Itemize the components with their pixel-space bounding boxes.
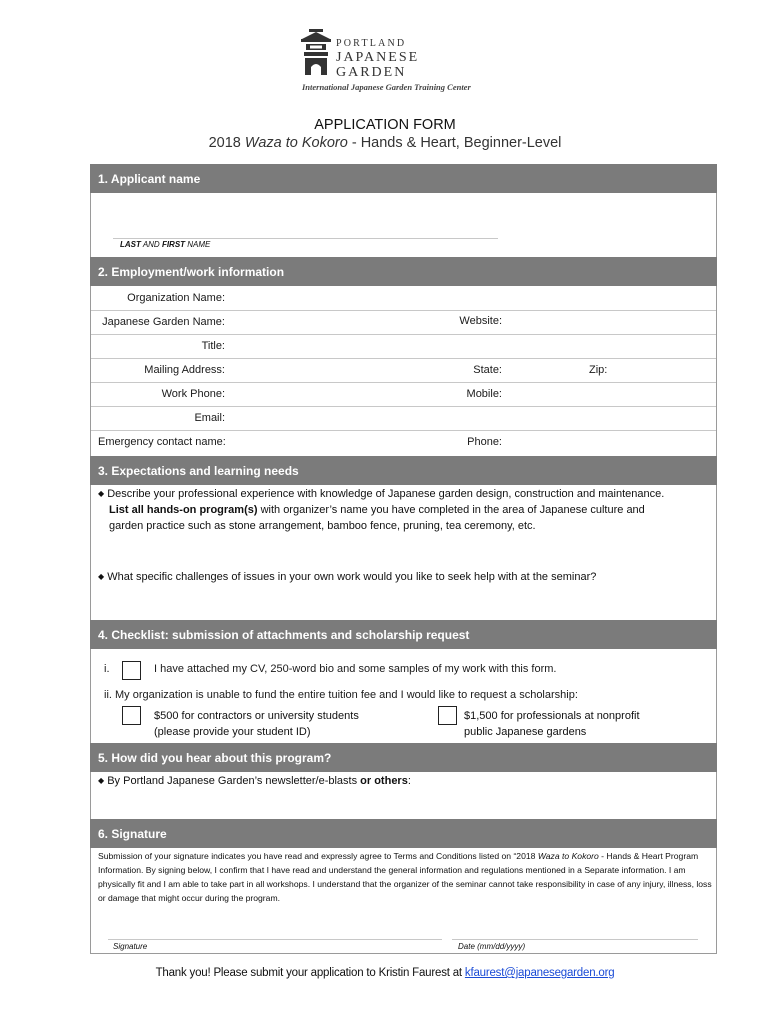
date-field[interactable] bbox=[452, 939, 698, 940]
scholarship-1500-label: $1,500 for professionals at nonprofit public Japanese gardens bbox=[464, 710, 640, 738]
work-phone-field[interactable] bbox=[91, 406, 716, 407]
attachments-checkbox-label: I have attached my CV, 250-word bio and some samples of my work with this form. bbox=[154, 663, 557, 675]
section-checklist-header: 4. Checklist: submission of attachments and scholarship request bbox=[90, 620, 717, 649]
garden-name-field[interactable] bbox=[91, 334, 716, 335]
title-field[interactable] bbox=[91, 358, 716, 359]
applicant-name-field[interactable] bbox=[113, 238, 498, 239]
section-expectations-header: 3. Expectations and learning needs bbox=[90, 456, 717, 485]
scholarship-500-checkbox[interactable] bbox=[122, 706, 141, 725]
mailing-address-field[interactable] bbox=[91, 382, 716, 383]
scholarship-500-label: $500 for contractors or university students (please provide your student ID) bbox=[154, 710, 359, 738]
section-signature-header: 6. Signature bbox=[90, 819, 717, 848]
signature-terms-text: Submission of your signature indicates you have read and expressly agree to Terms and Conditions listed on “2018 Waza to Kokoro - Hands & Heart Program Information. By signing below, I confirm that I have read and understand the general information and regulations mentioned in a Separate information. I am physically fit and I am able to take part in all workshops. I understand that the organizer of the seminar cannot take responsibility in case of any injury, illness, loss or damage that might occur during the program. bbox=[98, 851, 712, 903]
scholarship-1500-checkbox[interactable] bbox=[438, 706, 457, 725]
diamond-bullet-icon: ◆ bbox=[98, 776, 105, 785]
organization-name-label: Organization Name: bbox=[127, 292, 225, 304]
attachments-checkbox[interactable] bbox=[122, 661, 141, 680]
website-label: Website: bbox=[459, 315, 502, 327]
form-title: APPLICATION FORM bbox=[314, 117, 456, 133]
challenges-question: ◆ What specific challenges of issues in your own work would you like to seek help with at the seminar? bbox=[98, 571, 597, 583]
organization-name-field[interactable] bbox=[91, 310, 716, 311]
footer-note: Thank you! Please submit your application to Kristin Faurest at kfaurest@japanesegarden.org bbox=[155, 967, 615, 979]
experience-answer-area[interactable] bbox=[91, 540, 716, 541]
section-applicant-name-header: 1. Applicant name bbox=[90, 164, 717, 193]
email-field[interactable] bbox=[91, 430, 716, 431]
title-label: Title: bbox=[201, 340, 225, 352]
logo-wordmark: PORTLAND JAPANESE GARDEN bbox=[336, 38, 420, 80]
scholarship-request-text: ii. My organization is unable to fund the entire tuition fee and I would like to request a scholarship: bbox=[104, 689, 578, 701]
contact-email-link[interactable]: kfaurest@japanesegarden.org bbox=[464, 967, 615, 979]
referral-question: ◆ By Portland Japanese Garden’s newsletter/e-blasts or others: bbox=[98, 775, 411, 787]
emergency-contact-label: Emergency contact name: bbox=[98, 436, 226, 448]
email-label: Email: bbox=[194, 412, 225, 424]
section-referral-header: 5. How did you hear about this program? bbox=[90, 743, 717, 772]
lantern-icon bbox=[300, 29, 332, 75]
work-phone-label: Work Phone: bbox=[161, 388, 225, 400]
diamond-bullet-icon: ◆ bbox=[98, 572, 105, 581]
zip-label: Zip: bbox=[589, 364, 608, 376]
mailing-address-label: Mailing Address: bbox=[144, 364, 225, 376]
applicant-name-caption: LAST AND FIRST NAME bbox=[120, 240, 211, 249]
diamond-bullet-icon: ◆ bbox=[98, 489, 105, 498]
logo-tagline: International Japanese Garden Training Center bbox=[302, 82, 471, 92]
checklist-item-1-number: i. bbox=[104, 663, 110, 675]
state-label: State: bbox=[473, 364, 502, 376]
garden-name-label: Japanese Garden Name: bbox=[102, 316, 225, 328]
signature-caption: Signature bbox=[113, 942, 148, 951]
logo bbox=[300, 27, 500, 97]
mobile-label: Mobile: bbox=[466, 388, 502, 400]
phone-label: Phone: bbox=[467, 436, 502, 448]
experience-question: ◆ Describe your professional experience with knowledge of Japanese garden design, construction and maintenance. List all hands-on program(s) with organizer’s name you have completed in the area of Japanese culture and garden practice such as stone arrangement, bamboo fence, pruning, tea ceremony, etc. bbox=[98, 488, 665, 532]
section-employment-header: 2. Employment/work information bbox=[90, 257, 717, 286]
signature-field[interactable] bbox=[108, 939, 442, 940]
date-caption: Date (mm/dd/yyyy) bbox=[458, 942, 526, 951]
form-subtitle: 2018 Waza to Kokoro - Hands & Heart, Beginner-Level bbox=[208, 135, 562, 151]
